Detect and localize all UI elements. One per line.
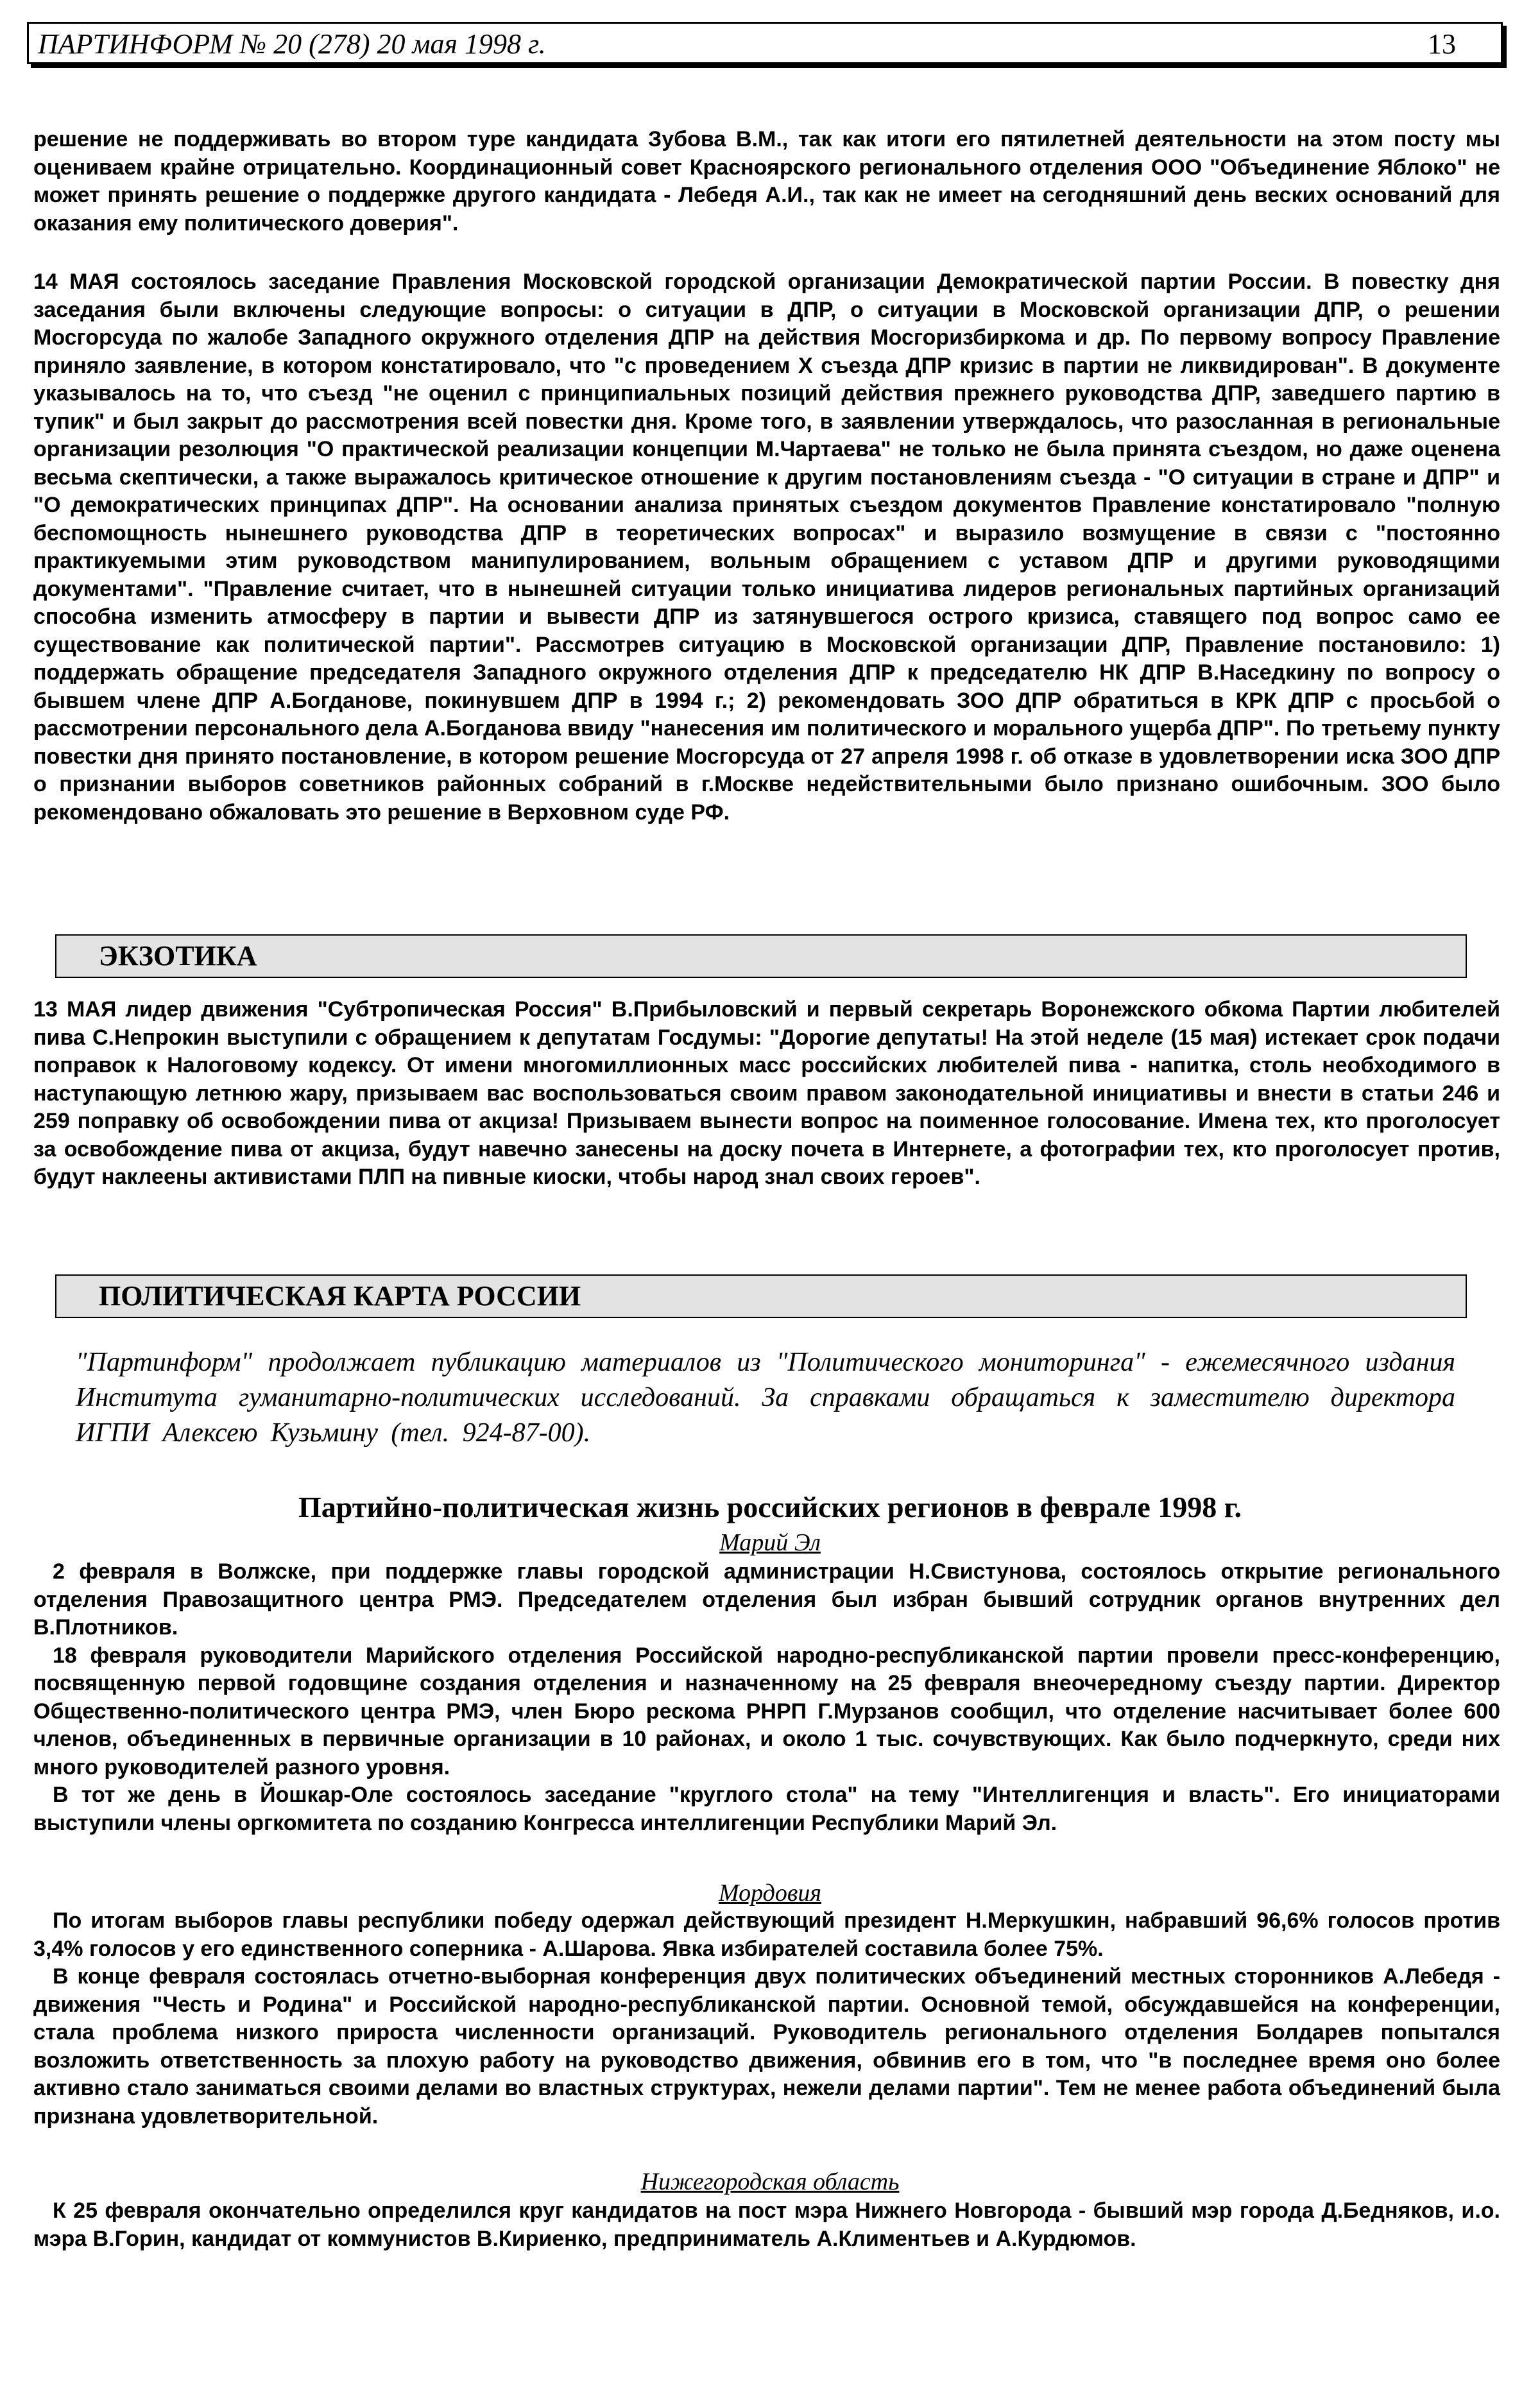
paragraph-text: В конце февраля состоялась отчетно-выборная конференция двух политических объединений местных сторонников А.Лебедя - движения "Честь и Родина" и Российской народно-республиканской партии. Основной темой, обсуждавшейся на конференции, стала проблема низкого прироста численности организаций. Руководитель регионального отделения Болдарев попытался возложить ответственность за плохую работу на руководство движения, обвинив его в том, что "в последнее время оно более активно стало заниматься своими делами во властных структурах, нежели делами партии". Тем не менее работа объединений была признана удовлетворительной.	[33, 1964, 1500, 2129]
paragraph-dpr-meeting	[33, 268, 1500, 827]
article-title: Партийно-политическая жизнь российских регионов в феврале 1998 г.	[298, 1491, 1242, 1523]
paragraph-text: К 25 февраля окончательно определился круг кандидатов на пост мэра Нижнего Новгорода - бывший мэр города Д.Бедняков, и.о. мэра В.Горин, кандидат от коммунистов В.Кириенко, предприниматель А.Климентьев и А.Курдюмов.	[33, 2198, 1500, 2251]
paragraph-text: 18 февраля руководители Марийского отделения Российской народно-республиканской партии провели пресс-конференцию, посвященную первой годовщине создания отделения и назначенному на 25 февраля внеочередному съезду партии. Директор Общественно-политического центра РМЭ, член Бюро рескома РНРП Г.Мурзанов сообщил, что отделение насчитывает более 600 членов, объединенных в первичные организации в 10 районах, и около 1 тыс. сочувствующих. Как было подчеркнуто, среди них много руководителей разного уровня.	[33, 1643, 1500, 1779]
page-number: 13	[1428, 28, 1456, 60]
section-header-exotic: ЭКЗОТИКА	[55, 934, 1467, 978]
region-heading-nizhny-novgorod: Нижегородская область	[640, 2168, 900, 2195]
page-header	[27, 22, 1503, 64]
paragraph-text: По итогам выборов главы республики победу одержал действующий президент Н.Меркушкин, набравший 96,6% голосов против 3,4% голосов у его единственного соперника - А.Шарова. Явка избирателей составила более 75%.	[33, 1908, 1500, 1961]
paragraph-continued	[33, 126, 1500, 237]
paragraph-text: В тот же день в Йошкар-Оле состоялось заседание "круглого стола" на тему "Интеллигенция и власть". Его инициаторами выступили члены оргкомитета по созданию Конгресса интеллигенции Республики Марий Эл.	[33, 1783, 1500, 1835]
region-section-mari-el	[33, 1558, 1500, 1837]
paragraph-text: 14 МАЯ состоялось заседание Правления Московской городской организации Демократической партии России. В повестку дня заседания были включены следующие вопросы: о ситуации в ДПР, о ситуации в Московской организации ДПР, о решении Мосгорсуда по жалобе Западного окружного отделения ДПР на действия Мосгоризбиркома и др. По первому вопросу Правление приняло заявление, в котором констатировало, что "с проведением X съезда ДПР кризис в партии не ликвидирован". В документе указывалось на то, что съезд "не оценил с принципиальных позиций действия прежнего руководства ДПР, заведшего партию в тупик" и был закрыт до рассмотрения всей повестки дня. Кроме того, в заявлении утверждалось, что разосланная в региональные организации резолюция "О практической реализации концепции М.Чартаева" не только не была принята съездом, но даже оценена весьма скептически, а также выражалось критическое отношение к другим постановлениям съезда - "О ситуации в стране и ДПР" и "О демократических принципах ДПР". На основании анализа принятых съездом документов Правление констатировало "полную беспомощность нынешнего руководства ДПР в теоретических вопросах" и выразило возмущение в связи с "постоянно практикуемыми этим руководством манипулированием, вольным обращением с уставом ДПР и другими руководящими документами". "Правление считает, что в нынешней ситуации только инициатива лидеров региональных партийных организаций способна изменить атмосферу в партии и вывести ДПР из затянувшегося острого кризиса, ставящего под вопрос само ее существование как политической партии". Рассмотрев ситуацию в Московской организации ДПР, Правление постановило: 1) поддержать обращение председателя Западного окружного отделения ДПР к председателю НК ДПР В.Наседкину по вопросу о бывшем члене ДПР А.Богданове, покинувшем ДПР в 1994 г.; 2) рекомендовать ЗОО ДПР обратиться в КРК ДПР с просьбой о рассмотрении персонального дела А.Богданова ввиду "нанесения им политического и морального ущерба ДПР". По третьему пункту повестки дня принято постановление, в котором решение Мосгорсуда от 27 апреля 1998 г. об отказе в удовлетворении иска ЗОО ДПР о признании выборов советников районных собраний в г.Москве недействительными было признано ошибочным. ЗОО было рекомендовано обжаловать это решение в Верховном суде РФ.	[33, 270, 1500, 825]
paragraph-text: 2 февраля в Волжске, при поддержке главы городской администрации Н.Свистунова, состоялось открытие регионального отделения Правозащитного центра РМЭ. Председателем отделения был избран бывший сотрудник органов внутренних дел В.Плотников.	[33, 1559, 1500, 1640]
paragraph-text: 13 МАЯ лидер движения "Субтропическая Россия" В.Прибыловский и первый секретарь Воронежского обкома Партии любителей пива С.Непрокин выступили с обращением к депутатам Госдумы: "Дорогие депутаты! На этой неделе (15 мая) истекает срок подачи поправок к Налоговому кодексу. От имени многомиллионных масс российских любителей пива - напитка, столь необходимого в наступающую летнюю жару, призываем вас воспользоваться своим правом законодательной инициативы и внести в статьи 246 и 259 поправку об освобождении пива от акциза! Призываем вынести вопрос на поименное голосование. Имена тех, кто проголосует за освобождение пива от акциза, будут навечно занесены на доску почета в Интернете, а фотографии тех, кто проголосует против, будут наклеены активистами ПЛП на пивные киоски, чтобы народ знал своих героев".	[33, 997, 1500, 1189]
region-heading-mordovia: Мордовия	[719, 1880, 821, 1906]
region-heading-mari-el: Марий Эл	[719, 1529, 821, 1556]
paragraph-beer-appeal	[33, 996, 1500, 1192]
series-intro-note: "Партинформ" продолжает публикацию материалов из "Политического мониторинга" - ежемесячного издания Института гуманитарно-политических исследований. За справками обращаться к заместителю директора ИГПИ Алексею Кузьмину (тел. 924-87-00).	[76, 1348, 1455, 1448]
section-header-political-map: ПОЛИТИЧЕСКАЯ КАРТА РОССИИ	[55, 1274, 1467, 1318]
paragraph-text: решение не поддерживать во втором туре кандидата Зубова В.М., так как итоги его пятилетней деятельности на этом посту мы оцениваем крайне отрицательно. Координационный совет Красноярского регионального отделения ООО "Объединение Яблоко" не может принять решение о поддержке другого кандидата - Лебедя А.И., так как не имеет на сегодняшний день веских оснований для оказания ему политического доверия".	[33, 127, 1500, 236]
publication-title: ПАРТИНФОРМ № 20 (278) 20 мая 1998 г.	[38, 28, 546, 60]
region-section-mordovia	[33, 1907, 1500, 2130]
region-section-nizhny-novgorod	[33, 2197, 1500, 2253]
